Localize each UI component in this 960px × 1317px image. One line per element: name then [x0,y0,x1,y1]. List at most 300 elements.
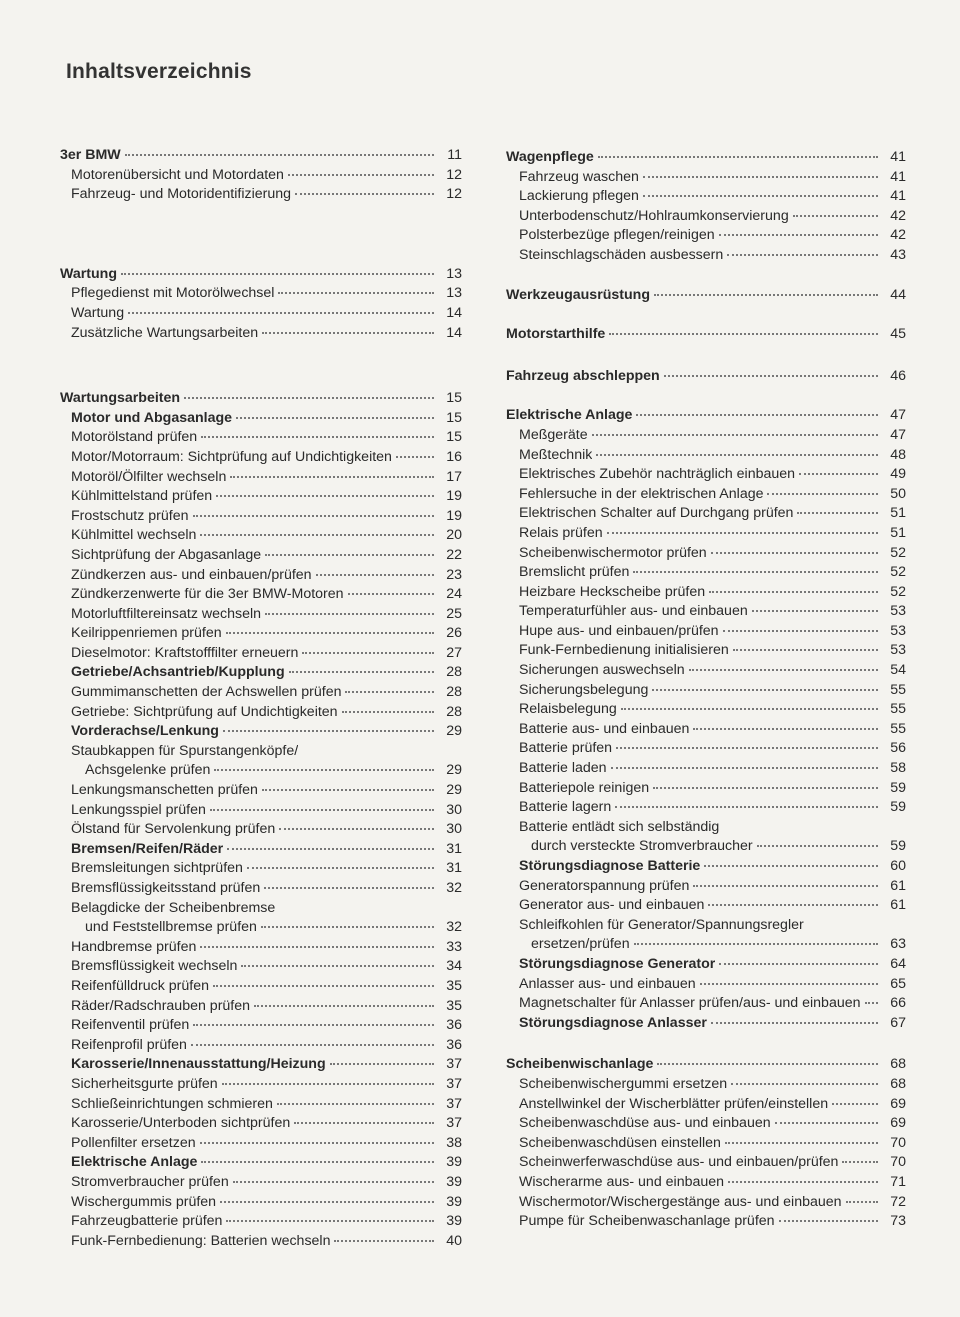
toc-entry-label: Wischerarme aus- und einbauen [519,1173,725,1190]
dot-leader [254,1005,434,1007]
toc-entry [60,585,462,605]
toc-page-number: 44 [890,286,906,303]
dot-leader [598,156,878,158]
toc-entry-label: Scheibenwischergummi ersetzen [519,1075,728,1092]
dot-leader [752,610,878,612]
toc-page-number: 50 [890,485,906,502]
toc-entry-label: Wartung [71,304,125,321]
toc-entry [506,857,906,877]
dot-leader [227,848,434,850]
toc-entry [60,899,462,919]
toc-entry [506,583,906,603]
dot-leader [611,767,878,769]
toc-page-number: 43 [890,246,906,263]
dot-leader [262,789,434,791]
toc-entry [506,975,906,995]
dot-leader [779,1220,878,1222]
dot-leader [294,1122,434,1124]
dot-leader [793,215,878,217]
toc-entry-label: Räder/Radschrauben prüfen [71,997,251,1014]
dot-leader [214,769,434,771]
dot-leader [609,333,878,335]
dot-leader [201,436,434,438]
toc-page-number: 30 [446,821,462,838]
toc-page-number: 30 [446,801,462,818]
toc-entry [506,661,906,681]
toc-entry-label: Sichtprüfung der Abgasanlage [71,546,262,563]
toc-page-number: 13 [446,285,462,302]
toc-entry [506,1193,906,1213]
dot-leader [636,414,878,416]
dot-leader [128,312,434,314]
dot-leader [733,649,878,651]
toc-entry [506,168,906,188]
dot-leader [719,963,878,965]
dot-leader [277,1103,434,1105]
toc-entry-label: Zündkerzenwerte für die 3er BMW-Motoren [71,586,344,603]
toc-page-number: 53 [890,642,906,659]
dot-leader [226,632,434,634]
toc-entry [506,426,906,446]
toc-page-number: 52 [890,583,906,600]
toc-page-number: 71 [890,1173,906,1190]
toc-entry-label: Motorenübersicht und Motordaten [71,166,284,183]
toc-page-number: 15 [446,409,462,426]
toc-entry [506,641,906,661]
dot-leader [295,193,434,195]
toc-chapter-entry [506,325,906,345]
toc-entry-label: Meßgeräte [519,426,588,443]
toc-entry-label: Batterie prüfen [519,740,613,757]
toc-entry [60,918,462,938]
toc-entry [60,957,462,977]
dot-leader [757,845,878,847]
toc-page-number: 14 [446,324,462,341]
toc-page-number: 19 [446,507,462,524]
toc-entry-label: Magnetschalter für Anlasser prüfen/aus- und einbauen [519,995,861,1012]
toc-chapter-entry [506,148,906,168]
dot-leader [643,195,878,197]
toc-page-number: 12 [446,166,462,183]
toc-entry-label: Bremsflüssigkeit wechseln [71,958,238,975]
toc-entry-label: Elektrische Anlage [506,407,633,424]
toc-entry [60,1212,462,1232]
toc-entry-label: ersetzen/prüfen [531,936,630,953]
dot-leader [289,671,434,673]
toc-page-number: 41 [890,188,906,205]
toc-page-number: 37 [446,1115,462,1132]
dot-leader [711,552,878,554]
toc-page-number: 29 [446,762,462,779]
dot-leader [345,691,434,693]
toc-entry-label: Pflegedienst mit Motorölwechsel [71,285,275,302]
dot-leader [727,254,878,256]
dot-leader [230,476,434,478]
dot-leader [832,1103,878,1105]
toc-page-number: 48 [890,446,906,463]
toc-entry [60,742,462,762]
toc-entry-label: Störungsdiagnose Batterie [519,858,701,874]
toc-entry [60,1232,462,1252]
toc-entry-label: Lenkungsspiel prüfen [71,801,206,818]
page-title: Inhaltsverzeichnis [66,60,252,84]
toc-column-left [60,146,462,1251]
toc-entry [60,448,462,468]
toc-section [60,265,462,343]
toc-entry [506,1173,906,1193]
dot-leader [342,711,434,713]
toc-entry [60,644,462,664]
toc-page-number: 53 [890,622,906,639]
toc-page-number: 67 [890,1014,906,1031]
dot-leader [222,1083,434,1085]
toc-entry-label: Lackierung pflegen [519,188,639,205]
toc-page-number: 13 [446,265,462,282]
toc-entry [60,1036,462,1056]
toc-page-number: 64 [890,955,906,972]
dot-leader [709,591,878,593]
toc-entry-label: Bremslicht prüfen [519,564,630,581]
dot-leader [223,730,434,732]
toc-entry-label: Bremsflüssigkeitsstand prüfen [71,880,261,896]
toc-entry-label: Relaisbelegung [519,701,617,718]
toc-entry [506,602,906,622]
toc-entry-label: Batterie lagern [519,799,612,816]
toc-entry [60,1114,462,1134]
toc-page-number: 31 [446,860,462,877]
toc-entry-label: Lenkungsmanschetten prüfen [71,782,258,799]
toc-page-number: 37 [446,1075,462,1092]
toc-entry [506,1212,906,1232]
dot-leader [616,747,878,749]
dot-leader [265,554,434,556]
toc-entry [506,1114,906,1134]
toc-page-number: 26 [446,625,462,642]
dot-leader [200,534,434,536]
toc-entry-label: Polsterbezüge pflegen/reinigen [519,227,715,244]
toc-page-number: 51 [890,524,906,541]
dot-leader [723,630,878,632]
toc-entry [60,507,462,527]
dot-leader [278,292,434,294]
dot-leader [711,1022,878,1024]
toc-section [506,1055,906,1231]
toc-entry-label: Sicherungen auswechseln [519,662,685,679]
dot-leader [719,234,878,236]
toc-entry-label: Belagdicke der Scheibenbremse [71,899,276,916]
toc-entry-label: Wagenpflege [506,149,594,165]
toc-chapter-entry [506,286,906,306]
toc-entry-label: Vorderachse/Lenkung [71,723,219,740]
toc-page-number: 59 [890,799,906,816]
toc-entry-label: Handbremse prüfen [71,938,197,955]
dot-leader [200,946,434,948]
toc-page-number: 39 [446,1173,462,1190]
dot-leader [302,652,434,654]
toc-entry-label: Steinschlagschäden ausbessern [519,246,724,263]
toc-entry [60,761,462,781]
toc-page-number: 65 [890,975,906,992]
toc-entry-label: Motor/Motorraum: Sichtprüfung auf Undichtigkeiten [71,448,392,465]
toc-page-number: 61 [890,897,906,914]
toc-page-number: 72 [890,1193,906,1210]
dot-leader [184,397,434,399]
toc-entry [506,681,906,701]
toc-entry [506,1095,906,1115]
toc-column-right [506,148,906,1232]
toc-page-number: 73 [890,1213,906,1230]
toc-entry-label: Fahrzeug- und Motoridentifizierung [71,186,292,203]
toc-entry-label: Gummimanschetten der Achswellen prüfen [71,684,342,701]
toc-entry-label: Störungsdiagnose Anlasser [519,1014,707,1031]
toc-page-number: 28 [446,703,462,720]
toc-page-number: 55 [890,701,906,718]
toc-page-number: 49 [890,466,906,483]
toc-page-number: 16 [446,448,462,465]
toc-entry-label: Elektrisches Zubehör nachträglich einbauen [519,466,796,483]
toc-entry [60,703,462,723]
dot-leader [233,1181,434,1183]
toc-entry [60,879,462,899]
dot-leader [264,887,434,889]
dot-leader [865,1002,878,1004]
dot-leader [842,1161,878,1163]
toc-entry [60,284,462,304]
toc-entry [506,226,906,246]
toc-entry [60,1055,462,1075]
toc-entry [60,324,462,344]
toc-section [60,146,462,205]
toc-page-number: 36 [446,1036,462,1053]
toc-entry-label: Kühlmittel wechseln [71,527,197,544]
toc-page-number: 33 [446,938,462,955]
toc-entry [506,818,906,838]
dot-leader [704,865,878,867]
toc-entry [506,446,906,466]
toc-entry-label: Kühlmittelstand prüfen [71,488,213,505]
toc-entry-label: Batterie laden [519,760,607,777]
toc-entry [60,977,462,997]
toc-entry [506,1075,906,1095]
toc-entry-label: Zündkerzen aus- und einbauen/prüfen [71,566,312,583]
toc-entry-label: Batteriepole reinigen [519,779,650,796]
toc-entry [506,916,906,936]
toc-entry-label: Stromverbraucher prüfen [71,1173,229,1190]
dot-leader [708,904,878,906]
toc-page-number: 60 [890,858,906,874]
toc-page-number: 68 [890,1075,906,1092]
toc-entry [60,409,462,429]
toc-entry-label: Störungsdiagnose Generator [519,955,716,972]
toc-entry [60,624,462,644]
dot-leader [265,613,434,615]
toc-page-number: 25 [446,605,462,622]
toc-page-number: 66 [890,995,906,1012]
toc-entry-label: Zusätzliche Wartungsarbeiten [71,324,259,341]
toc-entry-label: Relais prüfen [519,524,603,541]
toc-entry [60,683,462,703]
toc-entry-label: Funk-Fernbedienung initialisieren [519,642,729,659]
toc-entry-label: 3er BMW [60,147,121,163]
toc-page-number: 22 [446,546,462,563]
toc-entry-label: Scheinwerferwaschdüse aus- und einbauen/prüfen [519,1154,839,1171]
toc-entry-label: Motorölstand prüfen [71,429,198,446]
toc-entry [60,487,462,507]
toc-entry-label: Scheibenwaschdüsen einstellen [519,1134,721,1151]
toc-entry-label: Sicherheitsgurte prüfen [71,1075,218,1092]
toc-entry-label: Heizbare Heckscheibe prüfen [519,583,706,600]
dot-leader [241,965,434,967]
toc-entry [60,526,462,546]
toc-entry-label: Schließeinrichtungen schmieren [71,1095,273,1112]
toc-page-number: 58 [890,760,906,777]
dot-leader [725,1142,878,1144]
toc-page-number: 42 [890,227,906,244]
toc-page-number: 38 [446,1134,462,1151]
toc-page-number: 15 [446,390,462,407]
toc-entry-label: Anstellwinkel der Wischerblätter prüfen/einstellen [519,1095,829,1112]
toc-page-number: 34 [446,958,462,975]
toc-entry [60,1075,462,1095]
toc-entry [60,1173,462,1193]
toc-entry-label: Anlasser aus- und einbauen [519,975,696,992]
toc-page-number: 55 [890,720,906,737]
dot-leader [592,434,878,436]
dot-leader [236,417,434,419]
toc-chapter-entry [506,367,906,387]
toc-section [506,406,906,1033]
toc-section [60,389,462,1251]
dot-leader [693,885,878,887]
toc-entry [60,468,462,488]
toc-entry [60,781,462,801]
toc-entry-label: Fehlersuche in der elektrischen Anlage [519,485,764,502]
toc-entry [60,166,462,186]
toc-entry-label: Dieselmotor: Kraftstofffilter erneuern [71,644,299,661]
toc-entry-label: Hupe aus- und einbauen/prüfen [519,622,719,639]
toc-page-number: 36 [446,1017,462,1034]
dot-leader [657,1063,878,1065]
dot-leader [191,1044,434,1046]
dot-leader [797,512,878,514]
toc-entry-label: Scheibenwischanlage [506,1056,654,1073]
toc-page-number: 28 [446,684,462,701]
toc-entry [60,428,462,448]
toc-entry [506,779,906,799]
toc-page-number: 59 [890,838,906,855]
toc-entry-label: Elektrische Anlage [71,1154,198,1171]
toc-entry-label: Unterbodenschutz/Hohlraumkonservierung [519,207,789,224]
toc-chapter-entry [60,265,462,285]
dot-leader [693,728,878,730]
toc-page-number: 51 [890,505,906,522]
toc-entry [60,304,462,324]
dot-leader [334,1240,434,1242]
toc-page-number: 29 [446,723,462,740]
dot-leader [621,708,878,710]
toc-entry [60,938,462,958]
dot-leader [767,493,878,495]
toc-entry [60,185,462,205]
dot-leader [316,574,434,576]
toc-section [506,148,906,266]
toc-page-number: 47 [890,426,906,443]
toc-entry-label: Pumpe für Scheibenwaschanlage prüfen [519,1213,775,1230]
toc-entry-label: Schleifkohlen für Generator/Spannungsregler [519,916,804,933]
toc-page-number: 68 [890,1056,906,1073]
toc-page-number: 11 [447,147,462,163]
toc-entry-label: Generatorspannung prüfen [519,877,690,894]
toc-page-number: 69 [890,1095,906,1112]
dot-leader [125,154,434,156]
toc-page-number: 32 [446,919,462,936]
toc-page-number: 55 [890,681,906,698]
toc-entry [506,1153,906,1173]
toc-page-number: 52 [890,564,906,581]
toc-entry-label: Getriebe: Sichtprüfung auf Undichtigkeiten [71,703,338,720]
toc-entry-label: Batterie entlädt sich selbständig [519,818,720,835]
toc-page-number: 46 [890,367,906,384]
toc-entry [506,246,906,266]
toc-entry-label: Fahrzeugbatterie prüfen [71,1213,223,1230]
toc-page-number: 41 [890,149,906,165]
toc-entry-label: Wartungsarbeiten [60,390,181,407]
dot-leader [193,1024,434,1026]
dot-leader [279,828,434,830]
toc-entry [506,994,906,1014]
toc-chapter-entry [506,1055,906,1075]
toc-page-number: 61 [890,877,906,894]
dot-leader [615,806,878,808]
toc-page-number: 28 [446,664,462,681]
dot-leader [210,809,434,811]
toc-page-number: 39 [446,1193,462,1210]
toc-page-number: 41 [890,168,906,185]
toc-entry [506,524,906,544]
toc-entry-label: Achsgelenke prüfen [85,762,211,779]
toc-entry-label: Motoröl/Ölfilter wechseln [71,468,227,485]
toc-entry [60,1153,462,1173]
toc-page-number: 27 [446,644,462,661]
dot-leader [330,1063,434,1065]
toc-entry [60,859,462,879]
toc-page-number: 70 [890,1134,906,1151]
dot-leader [216,495,434,497]
toc-entry-label: Staubkappen für Spurstangenköpfe/ [71,742,299,759]
toc-page-number: 69 [890,1115,906,1132]
toc-page-number: 37 [446,1095,462,1112]
toc-entry-label: durch versteckte Stromverbraucher [531,838,753,855]
dot-leader [200,1142,434,1144]
dot-leader [654,294,878,296]
dot-leader [121,273,434,275]
toc-entry [60,546,462,566]
toc-entry [506,622,906,642]
toc-entry-label: Reifenfülldruck prüfen [71,977,210,994]
toc-entry [506,207,906,227]
toc-page-number: 37 [446,1056,462,1073]
toc-chapter-entry [60,389,462,409]
toc-entry [60,1193,462,1213]
toc-entry-label: Frostschutz prüfen [71,507,189,524]
toc-entry [506,837,906,857]
dot-leader [596,454,878,456]
toc-entry-label: Temperaturfühler aus- und einbauen [519,603,748,620]
toc-page-number: 45 [890,326,906,343]
dot-leader [607,532,878,534]
toc-entry-label: Reifenventil prüfen [71,1017,190,1034]
dot-leader [700,983,878,985]
